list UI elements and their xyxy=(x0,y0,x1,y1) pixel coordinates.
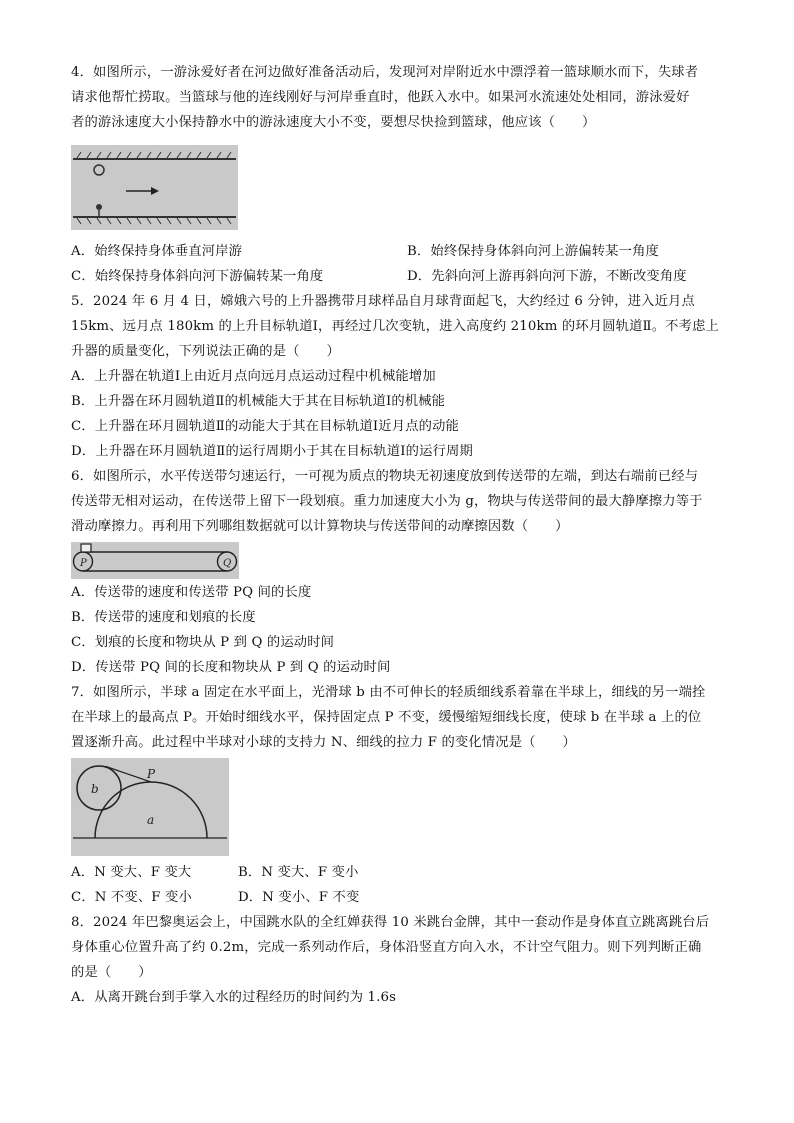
q4-option-d: D．先斜向河上游再斜向河下游，不断改变角度 xyxy=(407,269,687,284)
q5-option-c: C．上升器在环月圆轨道Ⅱ的动能大于其在目标轨道Ⅰ近月点的动能 xyxy=(71,419,459,434)
q5-stem-line-3: 升器的质量变化，下列说法正确的是（ ） xyxy=(71,344,340,359)
q7-option-a: A．N 变大、F 变大 xyxy=(71,865,192,880)
q6-stem-line-3: 滑动摩擦力。再利用下列哪组数据就可以计算物块与传送带间的动摩擦因数（ ） xyxy=(71,519,569,534)
q6-option-c: C．划痕的长度和物块从 P 到 Q 的运动时间 xyxy=(71,635,335,650)
q5-option-d: D．上升器在环月圆轨道Ⅱ的运行周期小于其在目标轨道Ⅰ的运行周期 xyxy=(71,444,473,459)
q5-stem-line-1: 5．2024 年 6 月 4 日，嫦娥六号的上升器携带月球样品自月球背面起飞，大约经过 6 分钟，进入近月点 xyxy=(71,294,695,309)
q5-stem-line-2: 15km、远月点 180km 的上升目标轨道Ⅰ，再经过几次变轨，进入高度约 210km 的环月圆轨道Ⅱ。不考虑上 xyxy=(71,319,719,334)
q6-label-p: P xyxy=(80,558,87,569)
q6-label-q: Q xyxy=(223,558,232,569)
q7-stem-line-1: 7．如图所示，半球 a 固定在水平面上，光滑球 b 由不可伸长的轻质细线系着靠在半球上，细线的另一端拴 xyxy=(71,685,706,700)
q4-stem-line-1: 4．如图所示，一游泳爱好者在河边做好准备活动后，发现河对岸附近水中漂浮着一篮球顺水而下，失球者 xyxy=(71,65,699,80)
q6-option-a: A．传送带的速度和传送带 PQ 间的长度 xyxy=(71,585,312,600)
q8-option-a: A．从离开跳台到手掌入水的过程经历的时间约为 1.6s xyxy=(71,990,397,1005)
q8-stem-line-2: 身体重心位置升高了约 0.2m，完成一系列动作后，身体沿竖直方向入水，不计空气阻力。则下列判断正确 xyxy=(71,940,702,955)
q7-stem-line-3: 置逐渐升高。此过程中半球对小球的支持力 N、细线的拉力 F 的变化情况是（ ） xyxy=(71,735,576,750)
q4-stem-line-3: 者的游泳速度大小保持静水中的游泳速度大小不变，要想尽快捡到篮球，他应该（ ） xyxy=(71,115,596,130)
q7-option-c: C．N 不变、F 变小 xyxy=(71,890,192,905)
q8-stem-line-3: 的是（ ） xyxy=(71,965,152,980)
q7-stem-line-2: 在半球上的最高点 P。开始时细线水平，保持固定点 P 不变，缓慢缩短细线长度，使球 b 在半球 a 上的位 xyxy=(71,710,702,725)
q7-option-d: D．N 变小、F 不变 xyxy=(238,890,360,905)
q4-stem-line-2: 请求他帮忙捞取。当篮球与他的连线刚好与河岸垂直时，他跃入水中。如果河水流速处处相同，游泳爱好 xyxy=(71,90,690,105)
q6-conveyor-figure xyxy=(71,542,239,579)
q7-label-p: P xyxy=(147,767,156,781)
q6-stem-line-1: 6．如图所示，水平传送带匀速运行，一可视为质点的物块无初速度放到传送带的左端，到达右端前已经与 xyxy=(71,469,699,484)
q7-label-b: b xyxy=(91,782,99,796)
q5-option-a: A．上升器在轨道Ⅰ上由近月点向远月点运动过程中机械能增加 xyxy=(71,369,436,384)
q8-stem-line-1: 8．2024 年巴黎奥运会上，中国跳水队的全红婵获得 10 米跳台金牌，其中一套动作是身体直立跳离跳台后 xyxy=(71,915,710,930)
q4-river-figure xyxy=(71,145,238,230)
q7-label-a: a xyxy=(147,813,155,827)
q7-hemisphere-figure xyxy=(71,758,229,856)
q7-option-b: B．N 变大、F 变小 xyxy=(238,865,359,880)
q4-option-c: C．始终保持身体斜向河下游偏转某一角度 xyxy=(71,269,324,284)
q6-option-d: D．传送带 PQ 间的长度和物块从 P 到 Q 的运动时间 xyxy=(71,660,391,675)
q4-option-a: A．始终保持身体垂直河岸游 xyxy=(71,244,243,259)
q4-option-b: B．始终保持身体斜向河上游偏转某一角度 xyxy=(407,244,659,259)
q5-option-b: B．上升器在环月圆轨道Ⅱ的机械能大于其在目标轨道Ⅰ的机械能 xyxy=(71,394,446,409)
q6-option-b: B．传送带的速度和划痕的长度 xyxy=(71,610,256,625)
q6-stem-line-2: 传送带无相对运动，在传送带上留下一段划痕。重力加速度大小为 g，物块与传送带间的最大静摩擦力等于 xyxy=(71,494,703,509)
